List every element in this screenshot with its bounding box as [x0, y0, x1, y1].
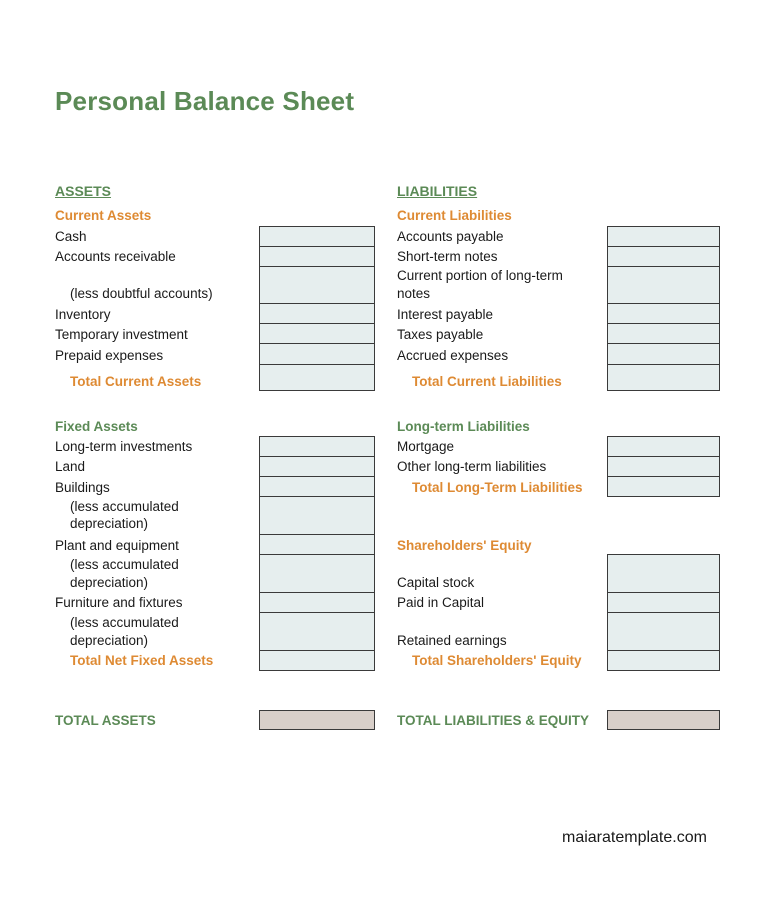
asset-label-furniture-less-2: depreciation) — [70, 633, 149, 648]
capital-stock-input-cell[interactable] — [607, 554, 720, 593]
total-current-assets-label: Total Current Assets — [70, 374, 202, 389]
paid-in-capital-input-cell[interactable] — [607, 592, 720, 613]
short-term-notes-input-cell[interactable] — [607, 246, 720, 267]
cash-input-cell[interactable] — [259, 226, 375, 247]
plant-equipment-input-cell[interactable] — [259, 534, 375, 555]
asset-label-buildings-less-1: (less accumulated — [70, 499, 179, 514]
liability-label-accrued-expenses: Accrued expenses — [397, 348, 509, 363]
liability-label-accounts-payable: Accounts payable — [397, 229, 504, 244]
taxes-payable-input-cell[interactable] — [607, 323, 720, 344]
accrued-expenses-input-cell[interactable] — [607, 343, 720, 365]
total-liabilities-equity-cell[interactable] — [607, 710, 720, 730]
buildings-depreciation-input-cell[interactable] — [259, 496, 375, 535]
total-current-assets-cell[interactable] — [259, 364, 375, 391]
asset-label-buildings: Buildings — [55, 480, 110, 495]
total-net-fixed-assets-label: Total Net Fixed Assets — [70, 653, 214, 668]
long-term-investments-input-cell[interactable] — [259, 436, 375, 457]
total-assets-cell[interactable] — [259, 710, 375, 730]
asset-label-prepaid-expenses: Prepaid expenses — [55, 348, 164, 363]
total-liabilities-equity-label: TOTAL LIABILITIES & EQUITY — [397, 713, 590, 728]
equity-label-retained-earnings: Retained earnings — [397, 633, 507, 648]
liability-label-other-long-term: Other long-term liabilities — [397, 459, 547, 474]
liability-label-current-portion-2: notes — [397, 286, 431, 301]
accounts-payable-input-cell[interactable] — [607, 226, 720, 247]
liabilities-header: LIABILITIES — [397, 183, 478, 199]
total-long-term-liabilities-cell[interactable] — [607, 476, 720, 497]
liability-label-current-portion-1: Current portion of long-term — [397, 268, 563, 283]
assets-header: ASSETS — [55, 183, 112, 199]
asset-label-buildings-less-2: depreciation) — [70, 516, 149, 531]
prepaid-expenses-input-cell[interactable] — [259, 343, 375, 365]
total-shareholders-equity-label: Total Shareholders' Equity — [412, 653, 582, 668]
furniture-depreciation-input-cell[interactable] — [259, 612, 375, 651]
liability-label-mortgage: Mortgage — [397, 439, 455, 454]
asset-label-temporary-investment: Temporary investment — [55, 327, 188, 342]
asset-label-land: Land — [55, 459, 86, 474]
asset-label-inventory: Inventory — [55, 307, 111, 322]
asset-label-furniture-less-1: (less accumulated — [70, 615, 179, 630]
liability-label-short-term-notes: Short-term notes — [397, 249, 498, 264]
equity-label-paid-in-capital: Paid in Capital — [397, 595, 485, 610]
asset-label-plant-less-1: (less accumulated — [70, 557, 179, 572]
asset-label-accounts-receivable: Accounts receivable — [55, 249, 176, 264]
accounts-receivable-input-cell[interactable] — [259, 246, 375, 267]
current-assets-header: Current Assets — [55, 208, 152, 223]
asset-label-plant-equipment: Plant and equipment — [55, 538, 179, 553]
asset-label-furniture-fixtures: Furniture and fixtures — [55, 595, 183, 610]
asset-label-plant-less-2: depreciation) — [70, 575, 149, 590]
plant-depreciation-input-cell[interactable] — [259, 554, 375, 593]
retained-earnings-input-cell[interactable] — [607, 612, 720, 651]
current-portion-notes-input-cell[interactable] — [607, 266, 720, 304]
less-doubtful-accounts-input-cell[interactable] — [259, 266, 375, 304]
asset-label-long-term-investments: Long-term investments — [55, 439, 193, 454]
inventory-input-cell[interactable] — [259, 303, 375, 324]
page-title: Personal Balance Sheet — [55, 86, 355, 116]
other-long-term-input-cell[interactable] — [607, 456, 720, 477]
total-current-liabilities-cell[interactable] — [607, 364, 720, 391]
total-long-term-liabilities-label: Total Long-Term Liabilities — [412, 480, 583, 495]
total-assets-label: TOTAL ASSETS — [55, 713, 156, 728]
equity-label-capital-stock: Capital stock — [397, 575, 475, 590]
temporary-investment-input-cell[interactable] — [259, 323, 375, 344]
interest-payable-input-cell[interactable] — [607, 303, 720, 324]
mortgage-input-cell[interactable] — [607, 436, 720, 457]
total-current-liabilities-label: Total Current Liabilities — [412, 374, 562, 389]
long-term-liabilities-header: Long-term Liabilities — [397, 419, 530, 434]
fixed-assets-header: Fixed Assets — [55, 419, 138, 434]
footer-website: maiaratemplate.com — [562, 829, 707, 846]
liability-label-taxes-payable: Taxes payable — [397, 327, 484, 342]
shareholders-equity-header: Shareholders' Equity — [397, 538, 532, 553]
asset-label-less-doubtful: (less doubtful accounts) — [70, 286, 213, 301]
total-shareholders-equity-cell[interactable] — [607, 650, 720, 671]
furniture-fixtures-input-cell[interactable] — [259, 592, 375, 613]
current-liabilities-header: Current Liabilities — [397, 208, 512, 223]
liability-label-interest-payable: Interest payable — [397, 307, 494, 322]
buildings-input-cell[interactable] — [259, 476, 375, 497]
asset-label-cash: Cash — [55, 229, 87, 244]
land-input-cell[interactable] — [259, 456, 375, 477]
total-net-fixed-assets-cell[interactable] — [259, 650, 375, 671]
